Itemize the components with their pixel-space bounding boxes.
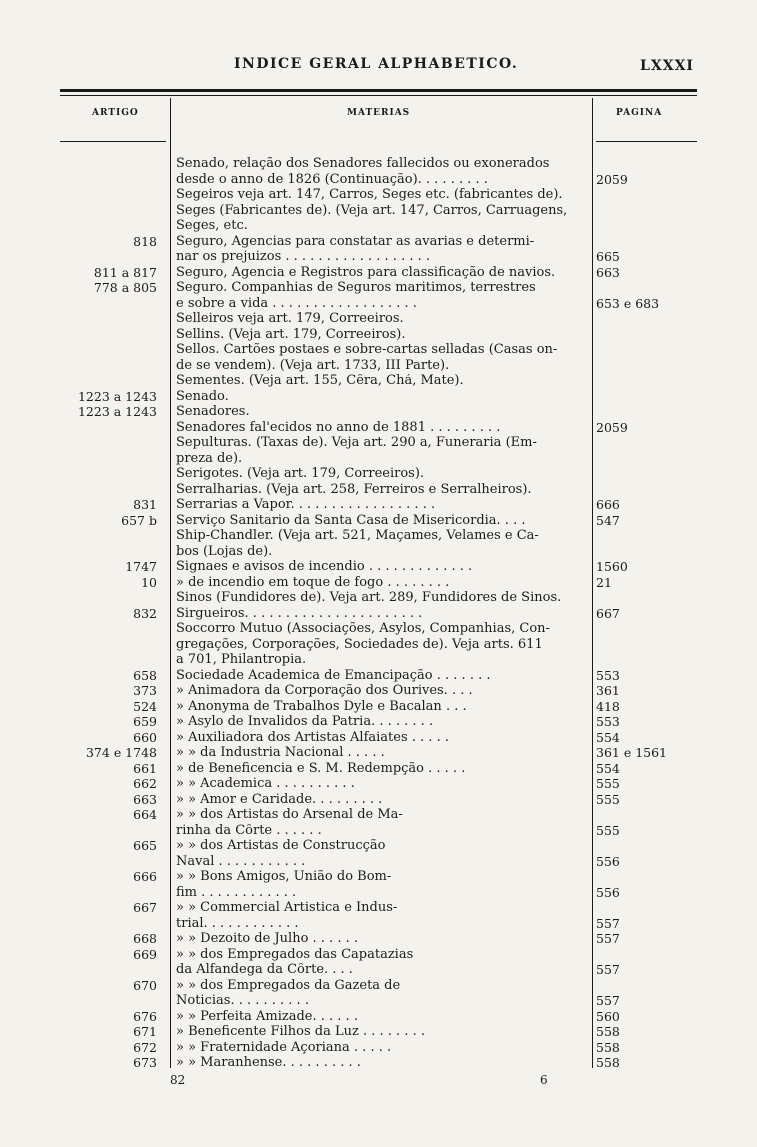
row-page: 560: [596, 1009, 620, 1024]
column-header-artigo: ARTIGO: [92, 108, 139, 118]
row-subject: Seguro. Companhias de Seguros maritimos, terrestres: [176, 281, 536, 294]
row-article-ref: 661: [133, 761, 157, 776]
column-header-rule-left: [60, 141, 166, 142]
row-subject: de se vendem). (Veja art. 1733, III Parte).: [176, 359, 450, 372]
footer-signature-right: 6: [540, 1073, 548, 1087]
row-article-ref: 669: [133, 947, 157, 962]
row-article-ref: 373: [133, 683, 157, 698]
row-page: 554: [596, 761, 620, 776]
column-header-rule-right: [596, 141, 697, 142]
row-page: 557: [596, 962, 620, 977]
row-subject: Noticias. . . . . . . . . .: [176, 994, 309, 1007]
row-subject: Sociedade Academica de Emancipação . . . . . . .: [176, 669, 491, 682]
row-subject: » » dos Empregados das Capatazias: [176, 948, 414, 961]
row-subject: Seges (Fabricantes de). (Veja art. 147, Carros, Carruagens,: [176, 204, 568, 217]
row-subject: » de incendio em toque de fogo . . . . . . . .: [176, 576, 450, 589]
row-article-ref: 10: [141, 575, 157, 590]
row-page: 665: [596, 249, 620, 264]
row-page: 558: [596, 1040, 620, 1055]
row-subject: Sellos. Cartões postaes e sobre-cartas selladas (Casas on-: [176, 343, 558, 356]
row-subject: Serviço Sanitario da Santa Casa de Misericordia. . . .: [176, 514, 526, 527]
row-subject: » Anonyma de Trabalhos Dyle e Bacalan . . .: [176, 700, 467, 713]
row-article-ref: 665: [133, 838, 157, 853]
row-subject: » » dos Artistas de Construcção: [176, 839, 386, 852]
row-subject: » Animadora da Corporação dos Ourives. . . .: [176, 684, 473, 697]
row-article-ref: 1747: [125, 559, 157, 574]
row-article-ref: 832: [133, 606, 157, 621]
row-subject: » de Beneficencia e S. M. Redempção . . . . .: [176, 762, 466, 775]
row-article-ref: 664: [133, 807, 157, 822]
row-article-ref: 663: [133, 792, 157, 807]
row-article-ref: 668: [133, 931, 157, 946]
row-subject: Sirgueiros. . . . . . . . . . . . . . . . . . . . . .: [176, 607, 423, 620]
header-rule-top: [60, 89, 697, 92]
row-article-ref: 667: [133, 900, 157, 915]
row-subject: Sinos (Fundidores de). Veja art. 289, Fundidores de Sinos.: [176, 591, 562, 604]
row-article-ref: 660: [133, 730, 157, 745]
row-subject: Sellins. (Veja art. 179, Correeiros).: [176, 328, 406, 341]
row-page: 2059: [596, 172, 628, 187]
row-subject: Sepulturas. (Taxas de). Veja art. 290 a, Funeraria (Em-: [176, 436, 537, 449]
row-subject: » » dos Artistas do Arsenal de Ma-: [176, 808, 403, 821]
row-subject: Ship-Chandler. (Veja art. 521, Maçames, Velames e Ca-: [176, 529, 539, 542]
row-article-ref: 658: [133, 668, 157, 683]
row-subject: Seguro, Agencia e Registros para classificação de navios.: [176, 266, 556, 279]
row-subject: » Asylo de Invalidos da Patria. . . . . . . .: [176, 715, 434, 728]
row-subject: preza de).: [176, 452, 243, 465]
row-page: 1560: [596, 559, 628, 574]
row-page: 556: [596, 854, 620, 869]
row-subject: rinha da Côrte . . . . . .: [176, 824, 322, 837]
row-subject: Seges, etc.: [176, 219, 248, 232]
row-subject: Soccorro Mutuo (Associações, Asylos, Companhias, Con-: [176, 622, 550, 635]
row-subject: Serralharias. (Veja art. 258, Ferreiros e Serralheiros).: [176, 483, 532, 496]
row-subject: trial. . . . . . . . . . . .: [176, 917, 299, 930]
row-page: 653 e 683: [596, 296, 660, 311]
row-subject: e sobre a vida . . . . . . . . . . . . . . . . . .: [176, 297, 417, 310]
row-page: 558: [596, 1024, 620, 1039]
row-article-ref: 672: [133, 1040, 157, 1055]
column-header-pagina: PAGINA: [616, 108, 663, 118]
row-page: 361 e 1561: [596, 745, 668, 760]
row-page: 361: [596, 683, 620, 698]
row-article-ref: 666: [133, 869, 157, 884]
row-subject: gregações, Corporações, Sociedades de). Veja arts. 611: [176, 638, 543, 651]
row-subject: a 701, Philantropia.: [176, 653, 307, 666]
row-article-ref: 1223 a 1243: [77, 389, 157, 404]
row-page: 555: [596, 792, 620, 807]
row-subject: » » Dezoito de Julho . . . . . .: [176, 932, 358, 945]
row-page: 553: [596, 668, 620, 683]
row-article-ref: 673: [133, 1055, 157, 1070]
row-subject: bos (Lojas de).: [176, 545, 273, 558]
row-article-ref: 1223 a 1243: [77, 404, 157, 419]
row-page: 21: [596, 575, 612, 590]
row-subject: Senado, relação dos Senadores fallecidos ou exonerados: [176, 157, 550, 170]
row-subject: » » Fraternidade Açoriana . . . . .: [176, 1041, 392, 1054]
row-article-ref: 831: [133, 497, 157, 512]
row-article-ref: 676: [133, 1009, 157, 1024]
row-page: 554: [596, 730, 620, 745]
row-article-ref: 659: [133, 714, 157, 729]
row-subject: nar os prejuizos . . . . . . . . . . . . . . . . . .: [176, 250, 431, 263]
row-article-ref: 811 a 817: [93, 265, 157, 280]
row-page: 418: [596, 699, 620, 714]
row-subject: Serrarias a Vapor. . . . . . . . . . . . . . . . . .: [176, 498, 436, 511]
column-header-materias: MATERIAS: [347, 108, 411, 118]
row-article-ref: 524: [133, 699, 157, 714]
row-subject: » » Amor e Caridade. . . . . . . . .: [176, 793, 383, 806]
row-page: 555: [596, 823, 620, 838]
row-article-ref: 778 a 805: [93, 280, 157, 295]
row-article-ref: 670: [133, 978, 157, 993]
row-subject: » » da Industria Nacional . . . . .: [176, 746, 385, 759]
row-article-ref: 671: [133, 1024, 157, 1039]
row-article-ref: 662: [133, 776, 157, 791]
row-subject: Senadores.: [176, 405, 250, 418]
row-subject: » » Maranhense. . . . . . . . . .: [176, 1056, 361, 1069]
row-page: 557: [596, 931, 620, 946]
row-subject: Serigotes. (Veja art. 179, Correeiros).: [176, 467, 425, 480]
row-page: 666: [596, 497, 620, 512]
header-rule-bottom: [60, 95, 697, 96]
row-subject: » » Bons Amigos, União do Bom-: [176, 870, 392, 883]
row-subject: da Alfandega da Côrte. . . .: [176, 963, 353, 976]
row-subject: Naval . . . . . . . . . . .: [176, 855, 306, 868]
row-article-ref: 818: [133, 234, 157, 249]
row-page: 553: [596, 714, 620, 729]
row-subject: fim . . . . . . . . . . . .: [176, 886, 297, 899]
row-subject: » Auxiliadora dos Artistas Alfaiates . . . . .: [176, 731, 449, 744]
row-page: 2059: [596, 420, 628, 435]
row-article-ref: 657 b: [121, 513, 157, 528]
page-number-roman: LXXXI: [640, 58, 694, 74]
row-subject: Segeiros veja art. 147, Carros, Seges etc. (fabricantes de).: [176, 188, 563, 201]
row-page: 547: [596, 513, 620, 528]
row-page: 557: [596, 993, 620, 1008]
column-divider-right: [592, 98, 593, 1068]
row-page: 558: [596, 1055, 620, 1070]
row-page: 663: [596, 265, 620, 280]
row-page: 556: [596, 885, 620, 900]
row-subject: Senado.: [176, 390, 229, 403]
page-title: INDICE GERAL ALPHABETICO.: [234, 56, 519, 72]
row-subject: » » Academica . . . . . . . . . .: [176, 777, 355, 790]
row-subject: » Beneficente Filhos da Luz . . . . . . . .: [176, 1025, 425, 1038]
row-article-ref: 374 e 1748: [85, 745, 157, 760]
row-subject: » » Perfeita Amizade. . . . . .: [176, 1010, 358, 1023]
row-subject: Seguro, Agencias para constatar as avarias e determi-: [176, 235, 535, 248]
row-page: 555: [596, 776, 620, 791]
row-subject: desde o anno de 1826 (Continuação). . . . . . . . .: [176, 173, 488, 186]
row-subject: Signaes e avisos de incendio . . . . . . . . . . . . .: [176, 560, 473, 573]
column-divider-left: [170, 98, 171, 1068]
row-subject: Sementes. (Veja art. 155, Cêra, Chá, Mate).: [176, 374, 464, 387]
row-subject: Selleiros veja art. 179, Correeiros.: [176, 312, 404, 325]
row-subject: » » dos Empregados da Gazeta de: [176, 979, 401, 992]
row-page: 557: [596, 916, 620, 931]
footer-signature-left: 82: [170, 1073, 186, 1087]
row-subject: » » Commercial Artistica e Indus-: [176, 901, 398, 914]
row-subject: Senadores fal'ecidos no anno de 1881 . . . . . . . . .: [176, 421, 501, 434]
row-page: 667: [596, 606, 620, 621]
